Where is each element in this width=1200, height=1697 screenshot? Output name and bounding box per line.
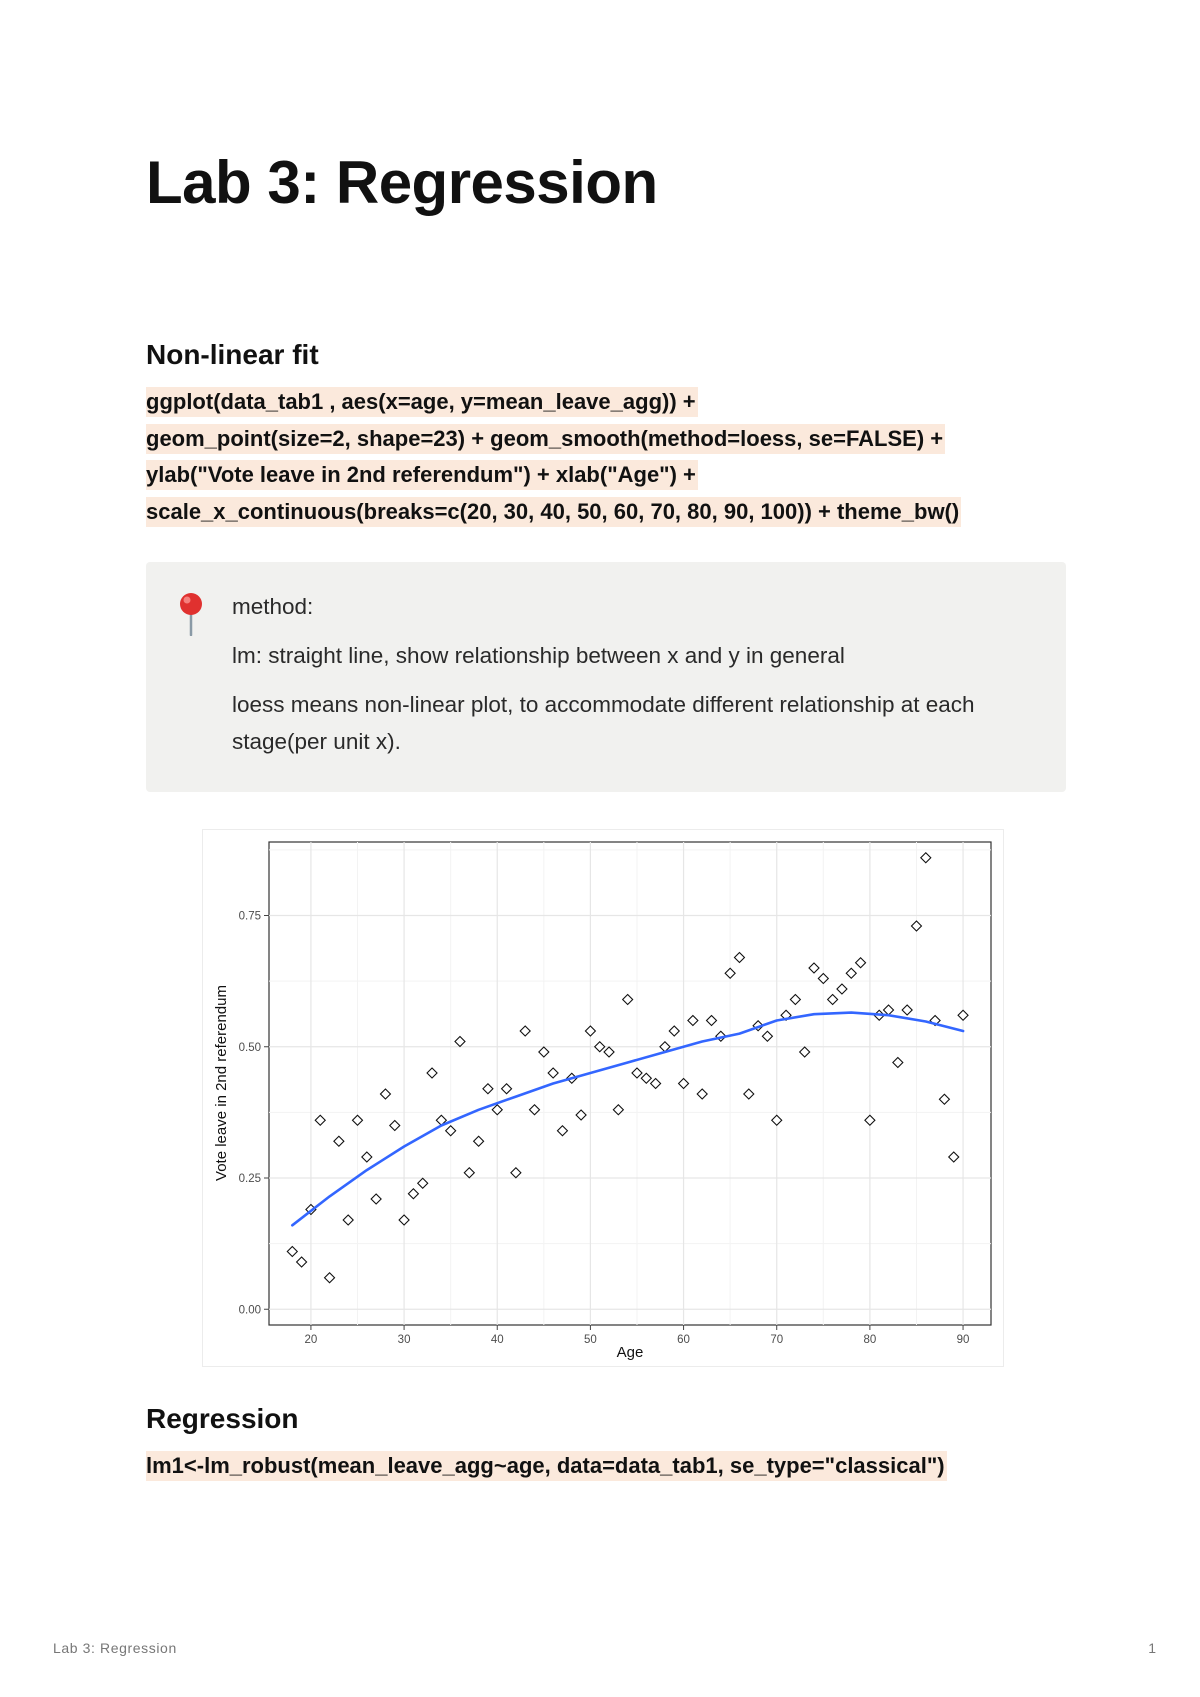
code-line — [146, 384, 961, 421]
x-tick-label: 30 — [397, 1334, 411, 1346]
code-text: scale_x_continuous(breaks=c(20, 30, 40, 50, 60, 70, 80, 90, 100)) + theme_bw() — [146, 497, 961, 527]
x-tick-label: 60 — [677, 1334, 690, 1346]
x-axis-label: Age — [616, 1344, 644, 1361]
y-axis-ticks — [239, 911, 269, 1317]
code-text: ggplot(data_tab1 , aes(x=age, y=mean_leave_agg)) + — [146, 387, 698, 417]
y-tick-label: 0.00 — [238, 1304, 261, 1317]
code-line — [146, 1448, 947, 1485]
code-line — [146, 457, 961, 494]
callout-body — [232, 588, 1052, 772]
y-tick-label: 0.50 — [238, 1041, 261, 1054]
section-heading-nonlinear-fit: Non-linear fit — [146, 339, 319, 370]
y-axis-label: Vote leave in 2nd referendum — [213, 985, 230, 1181]
x-tick-label: 50 — [584, 1334, 597, 1346]
callout-line: method: — [232, 594, 314, 619]
code-text: ylab("Vote leave in 2nd referendum") + xlab("Age") + — [146, 460, 698, 490]
code-text: lm1<-lm_robust(mean_leave_agg~age, data=data_tab1, se_type="classical") — [146, 1451, 947, 1481]
x-tick-label: 40 — [490, 1334, 504, 1346]
x-tick-label: 70 — [770, 1334, 784, 1346]
pushpin-icon — [176, 592, 206, 636]
code-line — [146, 494, 961, 531]
footer-title: Lab 3: Regression — [53, 1640, 177, 1656]
callout-line: loess means non-linear plot, to accommodate different relationship at each stage(per unit x). — [232, 692, 975, 754]
code-text: geom_point(size=2, shape=23) + geom_smooth(method=loess, se=FALSE) + — [146, 424, 945, 454]
y-tick-label: 0.25 — [238, 1173, 261, 1185]
scatter-plot — [203, 830, 1003, 1366]
callout-line: lm: straight line, show relationship between x and y in general — [232, 643, 845, 668]
page-title: Lab 3: Regression — [146, 149, 658, 216]
code-block-lm-robust — [146, 1448, 947, 1485]
y-tick-label: 0.75 — [238, 910, 261, 923]
x-tick-label: 90 — [956, 1334, 970, 1346]
method-callout — [146, 562, 1066, 792]
scatter-plot-figure — [203, 830, 1003, 1366]
code-block-ggplot — [146, 384, 961, 530]
section-heading-regression: Regression — [146, 1403, 299, 1434]
x-tick-label: 80 — [863, 1334, 877, 1346]
page-number: 1 — [1148, 1640, 1156, 1656]
x-axis-ticks — [305, 1325, 970, 1346]
x-tick-label: 20 — [304, 1334, 318, 1346]
plot-background — [269, 842, 991, 1325]
code-line — [146, 421, 961, 458]
